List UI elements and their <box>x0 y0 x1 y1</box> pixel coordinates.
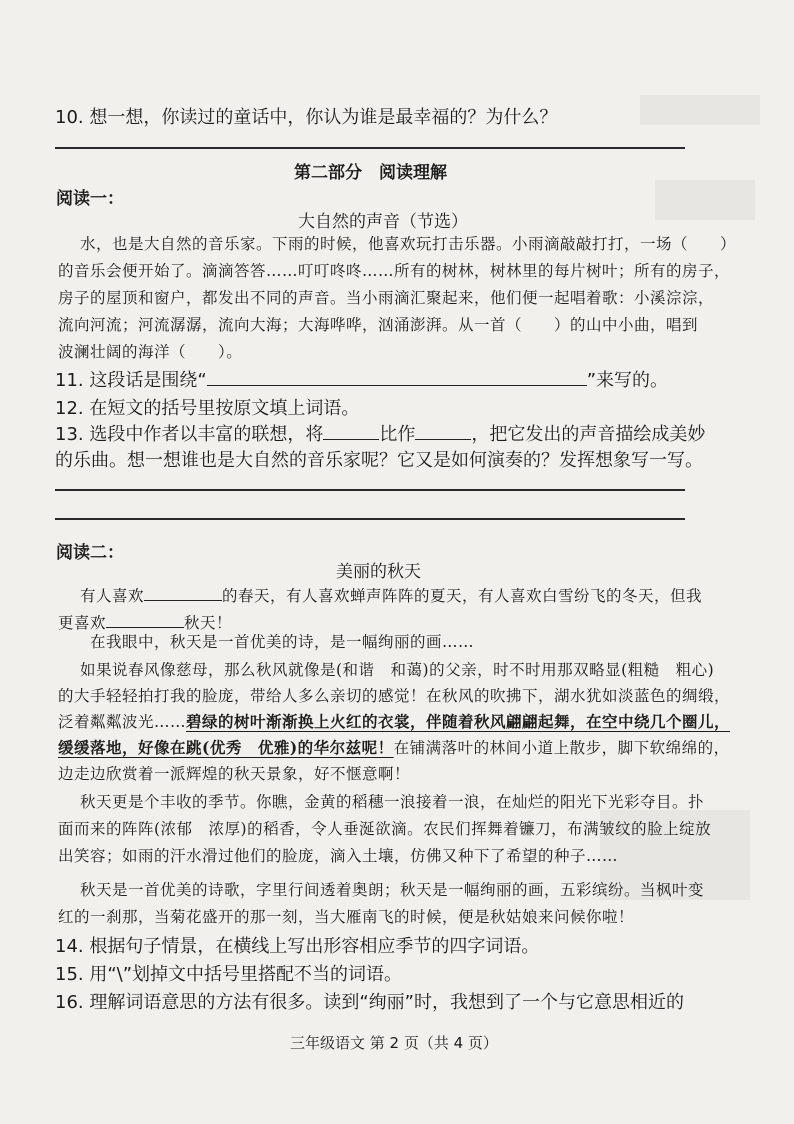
reading-2-text: 的春天，有人喜欢蝉声阵阵的夏天，有人喜欢白雪纷飞的冬天，但我 <box>222 587 703 605</box>
underlined-sentence: 缓缓落地，好像在跳(优秀 优雅)的华尔兹呢！ <box>58 738 394 757</box>
reading-2-line: 出笑容；如雨的汗水滑过他们的脸庞，滴入土壤，仿佛又种下了希望的种子…… <box>58 847 619 865</box>
answer-line[interactable] <box>55 147 685 149</box>
answer-blank[interactable] <box>106 627 184 628</box>
reading-1-line: 波澜壮阔的海洋（ ）。 <box>58 343 243 361</box>
question-13-prefix: 13. 选段中作者以丰富的联想，将 <box>55 424 324 445</box>
reading-1-title: 大自然的声音（节选） <box>298 212 468 232</box>
reading-2-text: 在铺满落叶的林间小道上散步，脚下软绵绵的， <box>393 739 730 757</box>
reading-1-label: 阅读一： <box>56 189 124 209</box>
answer-blank[interactable] <box>323 439 379 440</box>
reading-1-line: 流向河流；河流潺潺，流向大海；大海哗哗，汹涌澎湃。从一首（ ）的山中小曲，唱到 <box>58 316 699 334</box>
reading-2-title: 美丽的秋天 <box>336 562 421 582</box>
reading-2-label: 阅读二： <box>56 543 124 563</box>
reading-2-line: 秋天更是个丰收的季节。你瞧，金黄的稻穗一浪接着一浪，在灿烂的阳光下光彩夺目。扑 <box>80 793 705 811</box>
answer-line[interactable] <box>55 489 685 491</box>
question-13-suffix: ，把它发出的声音描绘成美妙 <box>471 424 706 445</box>
reading-1-line: 房子的屋顶和窗户，都发出不同的声音。当小雨滴汇聚起来，他们便一起唱着歌：小溪淙淙， <box>58 289 715 307</box>
question-11-suffix: ”来写的。 <box>586 370 669 391</box>
answer-line[interactable] <box>55 518 685 520</box>
question-12: 12. 在短文的括号里按原文填上词语。 <box>55 398 360 419</box>
reading-2-text: 秋天！ <box>184 614 233 632</box>
question-14: 14. 根据句子情景，在横线上写出形容相应季节的四字词语。 <box>55 936 540 957</box>
reading-1-line: 水，也是大自然的音乐家。下雨的时候，他喜欢玩打击乐器。小雨滴敲敲打打，一场（ ） <box>80 235 737 253</box>
reading-2-line: 边走边欣赏着一派辉煌的秋天景象，好不惬意啊！ <box>58 765 411 783</box>
question-10: 10. 想一想，你读过的童话中，你认为谁是最幸福的？为什么？ <box>55 107 558 128</box>
underlined-sentence: 碧绿的树叶渐渐换上火红的衣裳，伴随着秋风翩翩起舞，在空中绕几个圈儿， <box>186 712 731 731</box>
answer-blank[interactable] <box>207 385 587 386</box>
part-heading: 第二部分 阅读理解 <box>294 163 447 183</box>
reading-2-line: 面而来的阵阵(浓郁 浓厚)的稻香，令人垂涎欲滴。农民们挥舞着镰刀，布满皱纹的脸上绽放 <box>58 820 712 838</box>
reading-2-line: 如果说春风像慈母，那么秋风就像是(和谐 和蔼)的父亲，时不时用那双略显(粗糙 粗心) <box>80 661 715 679</box>
question-13-line-2: 的乐曲。想一想谁也是大自然的音乐家呢？它又是如何演奏的？发挥想象写一写。 <box>55 450 703 471</box>
reading-2-line <box>58 736 730 758</box>
reading-2-text: 更喜欢 <box>58 614 107 632</box>
reading-2-line <box>58 710 730 732</box>
bleed-through-mark <box>640 95 760 125</box>
answer-blank[interactable] <box>144 600 222 601</box>
bleed-through-mark <box>655 180 755 220</box>
reading-2-line <box>80 584 702 606</box>
reading-2-text: 泛着粼粼波光…… <box>58 713 187 731</box>
reading-1-line: 的音乐会便开始了。滴滴答答……叮叮咚咚……所有的树林，树林里的每片树叶；所有的房子， <box>58 262 731 280</box>
question-13 <box>55 420 705 446</box>
reading-2-line: 红的一刹那，当菊花盛开的那一刻，当大雁南飞的时候，便是秋姑娘来问候你啦！ <box>58 908 635 926</box>
reading-2-line: 在我眼中，秋天是一首优美的诗，是一幅绚丽的画…… <box>90 633 475 651</box>
reading-2-line: 秋天是一首优美的诗歌，字里行间透着奥朗；秋天是一幅绚丽的画，五彩缤纷。当枫叶变 <box>80 881 705 899</box>
question-13-mid: 比作 <box>379 424 416 445</box>
page-footer: 三年级语文 第 2 页（共 4 页） <box>290 1034 498 1052</box>
question-11-prefix: 11. 这段话是围绕“ <box>55 370 207 391</box>
answer-blank[interactable] <box>415 439 471 440</box>
reading-2-line: 的大手轻轻拍打我的脸庞，带给人多么亲切的感觉！在秋风的吹拂下，湖水犹如淡蓝色的绸缎， <box>58 687 731 705</box>
question-16: 16. 理解词语意思的方法有很多。读到“绚丽”时，我想到了一个与它意思相近的 <box>55 992 684 1013</box>
question-11 <box>55 366 668 392</box>
question-15: 15. 用“\”划掉文中括号里搭配不当的词语。 <box>55 964 403 985</box>
reading-2-text: 有人喜欢 <box>80 587 145 605</box>
